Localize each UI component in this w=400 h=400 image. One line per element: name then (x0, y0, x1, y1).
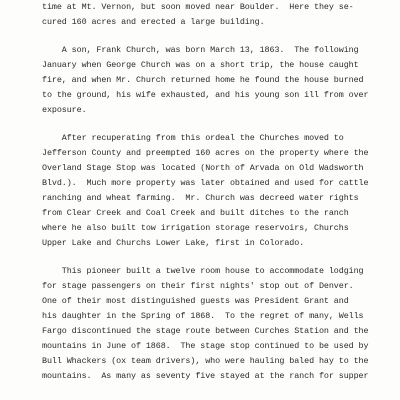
text-line: Bull Whackers (ox team drivers), who were hauling baled hay to the (42, 356, 369, 366)
text-line: cured 160 acres and erected a large building. (42, 17, 265, 27)
text-line: January when George Church was on a short trip, the house caught (42, 60, 359, 70)
text-line: mountains. As many as seventy five stayed at the ranch for supper (42, 371, 369, 381)
text-line: time at Mt. Vernon, but soon moved near Boulder. Here they se- (42, 2, 354, 12)
text-line: Fargo discontinued the stage route between Curches Station and the (42, 326, 369, 336)
text-line: Upper Lake and Churchs Lower Lake, first in Colorado. (42, 238, 305, 248)
text-line: After recuperating from this ordeal the Churches moved to (42, 133, 344, 143)
text-line: his daughter in the Spring of 1868. To the regret of many, Wells (42, 311, 364, 321)
text-line: Jefferson County and preempted 160 acres on the property where the (42, 148, 369, 158)
text-line: Blvd.). Much more property was later obtained and used for cattle (42, 178, 369, 188)
text-line: to the ground, his wife exhausted, and his young son ill from over (42, 90, 369, 100)
text-line: A son, Frank Church, was born March 13, 1863. The following (42, 45, 359, 55)
text-line: exposure. (42, 105, 87, 115)
text-line: ranching and wheat farming. Mr. Church was decreed water rights (42, 193, 359, 203)
text-line: from Clear Creek and Coal Creek and built ditches to the ranch (42, 208, 349, 218)
text-line: mountains in June of 1868. The stage stop continued to be used by (42, 341, 369, 351)
text-line: for stage passengers on their first nights' stop out of Denver. (42, 281, 354, 291)
text-line: Overland Stage Stop was located (North of Arvada on Old Wadsworth (42, 163, 364, 173)
text-line: fire, and when Mr. Church returned home he found the house burned (42, 75, 364, 85)
text-line: where he also built tow irrigation storage reservoirs, Churchs (42, 223, 349, 233)
text-line: One of their most distinguished guests was President Grant and (42, 296, 349, 306)
text-line: This pioneer built a twelve room house to accommodate lodging (42, 266, 364, 276)
